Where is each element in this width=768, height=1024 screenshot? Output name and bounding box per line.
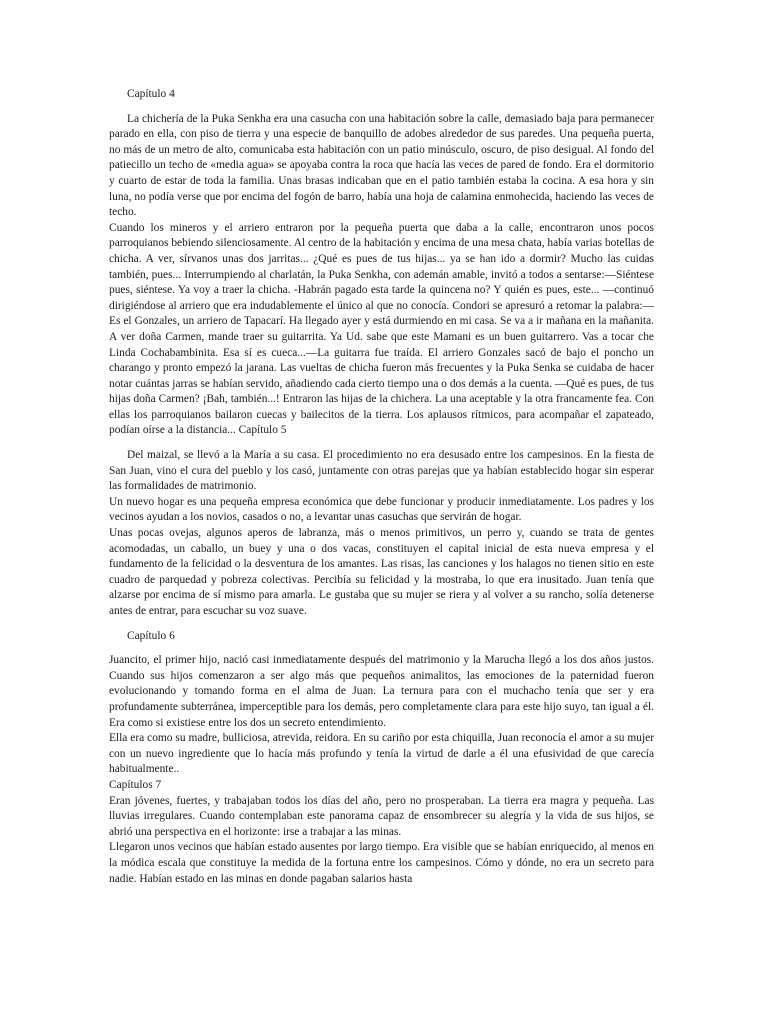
chapter-4-paragraph: La chichería de la Puka Senkha era una casucha con una habitación sobre la calle, demasiado baja para permanecer parado en ella, con piso de tierra y una especie de banquillo de adobes alrededor de sus paredes. Una pequeña puerta, no más de un metro de alto, comunicaba esta habitación con un patio minúsculo, oscuro, de piso desigual. Al fondo del patiecillo un techo de «media agua» se apoyaba contra la roca que hacía las veces de pared de fondo. Era el dormitorio y cuarto de estar de toda la familia. Unas brasas indicaban que en el patio también estaba la cocina. A esa hora y sin luna, no podía verse que por encima del fogón de barro, había una hoja de calamina enmohecida, haciendo las veces de techo.	[109, 112, 654, 219]
chapter-7-paragraph: Llegaron unos vecinos que habían estado ausentes por largo tiempo. Era visible que se habían enriquecido, al menos en la módica escala que constituye la medida de la fortuna entre los campesinos. Cómo y dónde, no era un secreto para nadie. Habían estado en las minas en donde pagaban salarios hasta	[109, 841, 654, 885]
document-body	[109, 87, 654, 887]
chapter-6-paragraph: Ella era como su madre, bulliciosa, atrevida, reidora. En su cariño por esta chiquilla, Juan reconocía el amor a su mujer con un nuevo ingrediente que lo hacía más profundo y tenía la virtud de darle a él una efusividad de que carecía habitualmente..	[109, 732, 654, 776]
chapter-6-heading: Capítulo 6	[127, 629, 175, 642]
chapter-7-heading: Capítulos 7	[109, 778, 162, 791]
chapter-5-paragraph: Del maizal, se llevó a la María a su casa. El procedimiento no era desusado entre los campesinos. En la fiesta de San Juan, vino el cura del pueblo y los casó, juntamente con otras parejas que ya habían establecido hogar sin esperar las formalidades de matrimonio.	[109, 449, 654, 493]
chapter-7-paragraph: Eran jóvenes, fuertes, y trabajaban todos los días del año, pero no prosperaban. La tierra era magra y pequeña. Las lluvias irregulares. Cuando contemplaban este panorama capaz de ensombrecer su alegría y la vida de sus hijos, se abrió una perspectiva en el horizonte: irse a trabajar a las minas.	[109, 794, 654, 838]
chapter-5-paragraph: Unas pocas ovejas, algunos aperos de labranza, más o menos primitivos, un perro y, cuando se trata de gentes acomodadas, un caballo, un buey y una o dos vacas, constituyen el capital inicial de esta nueva empresa y el fundamento de la felicidad o la desventura de los amantes. Las risas, las canciones y los halagos no tienen sitio en este cuadro de parquedad y pobreza colectivas. Percibía su felicidad y la mostraba, lo que era inusitado. Juan tenía que alzarse por encima de sí mismo para amarla. Le gustaba que su mujer se riera y al volver a su rancho, solía detenerse antes de entrar, para escuchar su voz suave.	[109, 527, 654, 617]
chapter-5-paragraph: Un nuevo hogar es una pequeña empresa económica que debe funcionar y producir inmediatamente. Los padres y los vecinos ayudan a los novios, casados o no, a levantar unas casuchas que servirán de hogar.	[109, 495, 654, 524]
chapter-4-paragraph: Cuando los mineros y el arriero entraron por la pequeña puerta que daba a la calle, encontraron unos pocos parroquianos bebiendo silenciosamente. Al centro de la habitación y encima de una mesa chata, había varias botellas de chicha. A ver, sírvanos unas dos jarritas... ¿Qué es pues de tus hijas... ya se han ido a dormir? Mucho las cuidas también, pues... Interrumpiendo al charlatán, la Puka Senkha, con ademán amable, invitó a todos a sentarse:—Siéntese pues, siéntese. Ya voy a traer la chicha. -Habrán pagado esta tarde la quincena no? Y quién es pues, este... —continuó dirigiéndose al arriero que era indudablemente el único al que no conocía. Condori se apresuró a retomar la palabra:—Es el Gonzales, un arriero de Tapacarí. Ha llegado ayer y está durmiendo en mi casa. Se va a ir mañana en la mañanita. A ver doña Carmen, mande traer su guitarrita. Ya Ud. sabe que este Mamani es un buen guitarrero. Vas a tocar che Linda Cochabambinita. Esa sí es cueca...—La guitarra fue traída. El arriero Gonzales sacó de bajo el poncho un charango y pronto empezó la jarana. Las vueltas de chicha fueron más frecuentes y la Puka Senka se cuidaba de hacer notar cuántas jarras se habían servido, añadiendo cada cierto tiempo una o dos demás a la cuenta. —Qué es pues, de tus hijas doña Carmen? ¡Bah, también...! Entraron las hijas de la chichera. La una aceptable y la otra francamente fea. Con ellas los parroquianos bailaron cuecas y bailecitos de la tierra. Los aplausos rítmicos, para acompañar el zapateado, podían oírse a la distancia... Capítulo 5	[109, 221, 654, 437]
chapter-6-paragraph: Juancito, el primer hijo, nació casi inmediatamente después del matrimonio y la Marucha llegó a los dos años justos. Cuando sus hijos comenzaron a ser algo más que pequeños animalitos, las emociones de la paternidad fueron evolucionando y tomando forma en el alma de Juan. La ternura para con el muchacho tenía que ser y era profundamente subterránea, imperceptible para los demás, pero completamente clara para este hijo suyo, tan igual a él. Era como si existiese entre los dos un secreto entendimiento.	[109, 654, 654, 729]
chapter-4-heading: Capítulo 4	[127, 88, 175, 100]
